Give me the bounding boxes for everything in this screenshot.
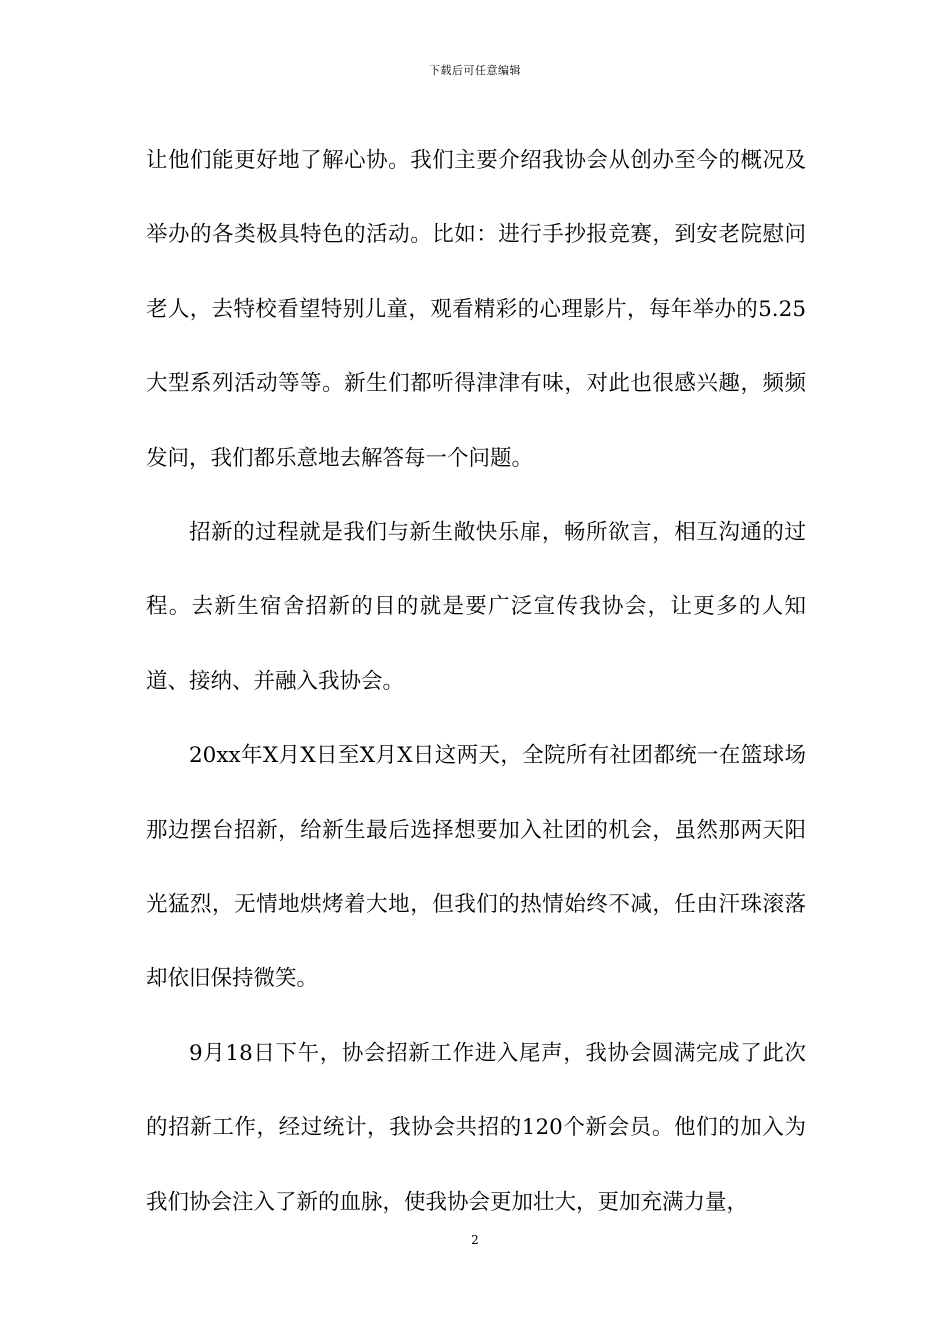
paragraph-4: 9月18日下午，协会招新工作进入尾声，我协会圆满完成了此次的招新工作，经过统计，我协会共招的120个新会员。他们的加入为我们协会注入了新的血脉，使我协会更加壮大，更加充满力量， [146,1040,806,1215]
paragraph-1: 让他们能更好地了解心协。我们主要介绍我协会从创办至今的概况及举办的各类极具特色的活动。比如：进行手抄报竞赛，到安老院慰问老人，去特校看望特别儿童，观看精彩的心理影片，每年举办的5.25大型系列活动等等。新生们都听得津津有味，对此也很感兴趣，频频发问，我们都乐意地去解答每一个问题。 [146,148,806,471]
paragraph-2: 招新的过程就是我们与新生敞快乐扉，畅所欲言，相互沟通的过程。去新生宿舍招新的目的就是要广泛宣传我协会，让更多的人知道、接纳、并融入我协会。 [146,520,806,694]
paragraph-3: 20xx年X月X日至X月X日这两天，全院所有社团都统一在篮球场那边摆台招新，给新生最后选择想要加入社团的机会，虽然那两天阳光猛烈，无情地烘烤着大地，但我们的热情始终不减，任由汗珠滚落却依旧保持微笑。 [146,743,806,992]
page-number: 2 [471,1233,479,1247]
document-body [146,124,806,1240]
page-header: 下载后可任意编辑 [429,64,521,77]
